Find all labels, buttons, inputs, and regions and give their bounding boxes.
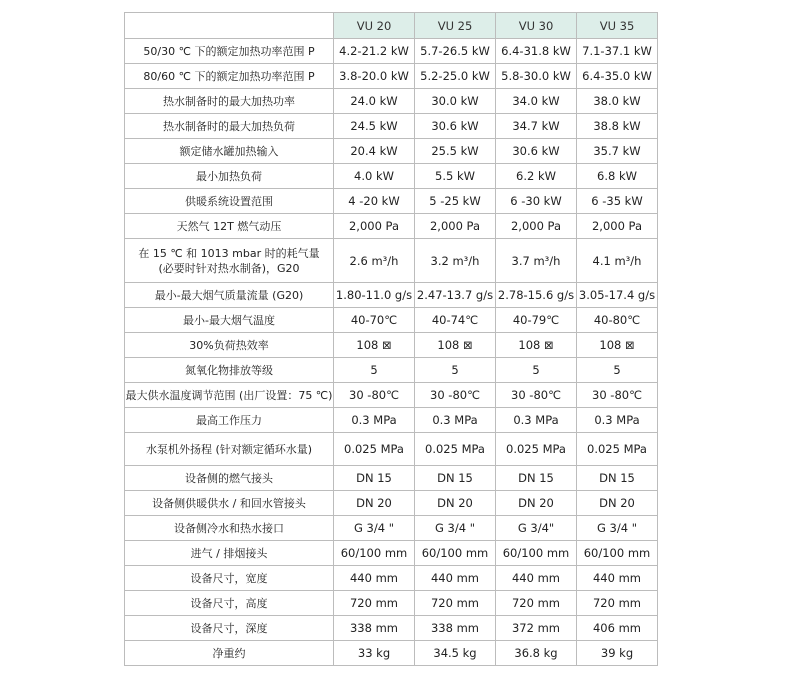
cell-vu30: 34.7 kW xyxy=(496,114,577,139)
spec-table-body xyxy=(125,39,658,666)
cell-vu30: 36.8 kg xyxy=(496,641,577,666)
cell-vu35: DN 20 xyxy=(577,491,658,516)
cell-vu30: 6.4-31.8 kW xyxy=(496,39,577,64)
cell-vu20: 30 -80℃ xyxy=(334,383,415,408)
cell-vu35: 4.1 m³/h xyxy=(577,239,658,283)
cell-vu30: 34.0 kW xyxy=(496,89,577,114)
cell-vu25: 0.3 MPa xyxy=(415,408,496,433)
cell-vu35: 5 xyxy=(577,358,658,383)
table-row xyxy=(125,214,658,239)
cell-vu35: 40-80℃ xyxy=(577,308,658,333)
cell-vu20: 24.5 kW xyxy=(334,114,415,139)
cell-vu35: G 3/4 " xyxy=(577,516,658,541)
table-row xyxy=(125,383,658,408)
cell-vu20: DN 15 xyxy=(334,466,415,491)
cell-vu35: 2,000 Pa xyxy=(577,214,658,239)
table-row xyxy=(125,114,658,139)
cell-vu25: 720 mm xyxy=(415,591,496,616)
cell-vu20: 5 xyxy=(334,358,415,383)
cell-vu20: 2,000 Pa xyxy=(334,214,415,239)
cell-vu20: G 3/4 " xyxy=(334,516,415,541)
cell-vu20: 33 kg xyxy=(334,641,415,666)
cell-vu20: 440 mm xyxy=(334,566,415,591)
cell-vu20: 1.80-11.0 g/s xyxy=(334,283,415,308)
cell-vu35: 38.8 kW xyxy=(577,114,658,139)
column-header-vu20: VU 20 xyxy=(334,13,415,39)
table-row xyxy=(125,516,658,541)
cell-vu20: 108 ⊠ xyxy=(334,333,415,358)
row-label: 净重约 xyxy=(125,641,334,666)
row-label: 设备尺寸，深度 xyxy=(125,616,334,641)
cell-vu35: 6 -35 kW xyxy=(577,189,658,214)
table-row xyxy=(125,64,658,89)
cell-vu25: 30.6 kW xyxy=(415,114,496,139)
cell-vu20: 20.4 kW xyxy=(334,139,415,164)
cell-vu35: 38.0 kW xyxy=(577,89,658,114)
cell-vu20: 3.8-20.0 kW xyxy=(334,64,415,89)
table-row xyxy=(125,433,658,466)
cell-vu35: 6.8 kW xyxy=(577,164,658,189)
cell-vu30: 6 -30 kW xyxy=(496,189,577,214)
cell-vu30: 372 mm xyxy=(496,616,577,641)
table-row xyxy=(125,408,658,433)
row-label: 最高工作压力 xyxy=(125,408,334,433)
row-label: 设备尺寸，高度 xyxy=(125,591,334,616)
cell-vu25: 2.47-13.7 g/s xyxy=(415,283,496,308)
row-label: 供暖系统设置范围 xyxy=(125,189,334,214)
cell-vu20: 0.025 MPa xyxy=(334,433,415,466)
cell-vu30: 3.7 m³/h xyxy=(496,239,577,283)
cell-vu30: DN 15 xyxy=(496,466,577,491)
cell-vu25: DN 20 xyxy=(415,491,496,516)
cell-vu20: 338 mm xyxy=(334,616,415,641)
cell-vu25: 40-74℃ xyxy=(415,308,496,333)
row-label: 最小-最大烟气温度 xyxy=(125,308,334,333)
table-row xyxy=(125,39,658,64)
cell-vu25: 60/100 mm xyxy=(415,541,496,566)
cell-vu30: 5.8-30.0 kW xyxy=(496,64,577,89)
cell-vu20: 60/100 mm xyxy=(334,541,415,566)
table-row xyxy=(125,566,658,591)
row-label: 进气 / 排烟接头 xyxy=(125,541,334,566)
table-row xyxy=(125,189,658,214)
cell-vu25: 3.2 m³/h xyxy=(415,239,496,283)
cell-vu30: G 3/4" xyxy=(496,516,577,541)
row-label: 设备侧的燃气接头 xyxy=(125,466,334,491)
cell-vu20: 4.2-21.2 kW xyxy=(334,39,415,64)
cell-vu25: 2,000 Pa xyxy=(415,214,496,239)
cell-vu25: DN 15 xyxy=(415,466,496,491)
table-row xyxy=(125,541,658,566)
table-row xyxy=(125,358,658,383)
table-row xyxy=(125,239,658,283)
cell-vu25: 5 -25 kW xyxy=(415,189,496,214)
spec-table xyxy=(124,12,658,666)
cell-vu25: 0.025 MPa xyxy=(415,433,496,466)
row-label: 30%负荷热效率 xyxy=(125,333,334,358)
row-label: 最小-最大烟气质量流量 (G20) xyxy=(125,283,334,308)
cell-vu35: 0.3 MPa xyxy=(577,408,658,433)
cell-vu25: 25.5 kW xyxy=(415,139,496,164)
table-row xyxy=(125,333,658,358)
row-label: 最大供水温度调节范围 (出厂设置：75 ℃) xyxy=(125,383,334,408)
cell-vu25: 5.2-25.0 kW xyxy=(415,64,496,89)
cell-vu20: 40-70℃ xyxy=(334,308,415,333)
cell-vu20: 4 -20 kW xyxy=(334,189,415,214)
cell-vu35: 0.025 MPa xyxy=(577,433,658,466)
row-label: 设备尺寸，宽度 xyxy=(125,566,334,591)
table-row xyxy=(125,616,658,641)
row-label: 最小加热负荷 xyxy=(125,164,334,189)
row-label: 热水制备时的最大加热负荷 xyxy=(125,114,334,139)
row-label: 设备侧供暖供水 / 和回水管接头 xyxy=(125,491,334,516)
cell-vu25: 34.5 kg xyxy=(415,641,496,666)
cell-vu25: 5.7-26.5 kW xyxy=(415,39,496,64)
cell-vu30: 30 -80℃ xyxy=(496,383,577,408)
cell-vu35: 406 mm xyxy=(577,616,658,641)
cell-vu25: 338 mm xyxy=(415,616,496,641)
cell-vu35: 6.4-35.0 kW xyxy=(577,64,658,89)
row-label: 氮氧化物排放等级 xyxy=(125,358,334,383)
cell-vu35: 7.1-37.1 kW xyxy=(577,39,658,64)
cell-vu25: 5.5 kW xyxy=(415,164,496,189)
table-row xyxy=(125,466,658,491)
cell-vu30: 108 ⊠ xyxy=(496,333,577,358)
table-row xyxy=(125,283,658,308)
cell-vu30: DN 20 xyxy=(496,491,577,516)
table-row xyxy=(125,491,658,516)
cell-vu30: 2,000 Pa xyxy=(496,214,577,239)
cell-vu30: 2.78-15.6 g/s xyxy=(496,283,577,308)
cell-vu35: 720 mm xyxy=(577,591,658,616)
cell-vu25: 5 xyxy=(415,358,496,383)
row-label: 热水制备时的最大加热功率 xyxy=(125,89,334,114)
cell-vu35: DN 15 xyxy=(577,466,658,491)
cell-vu35: 35.7 kW xyxy=(577,139,658,164)
cell-vu30: 6.2 kW xyxy=(496,164,577,189)
cell-vu20: DN 20 xyxy=(334,491,415,516)
cell-vu35: 3.05-17.4 g/s xyxy=(577,283,658,308)
cell-vu30: 30.6 kW xyxy=(496,139,577,164)
cell-vu30: 0.3 MPa xyxy=(496,408,577,433)
cell-vu20: 4.0 kW xyxy=(334,164,415,189)
row-label: 80/60 ℃ 下的额定加热功率范围 P xyxy=(125,64,334,89)
column-header-vu35: VU 35 xyxy=(577,13,658,39)
cell-vu35: 30 -80℃ xyxy=(577,383,658,408)
cell-vu35: 108 ⊠ xyxy=(577,333,658,358)
cell-vu35: 440 mm xyxy=(577,566,658,591)
cell-vu20: 0.3 MPa xyxy=(334,408,415,433)
cell-vu30: 720 mm xyxy=(496,591,577,616)
cell-vu20: 24.0 kW xyxy=(334,89,415,114)
cell-vu25: 108 ⊠ xyxy=(415,333,496,358)
cell-vu30: 40-79℃ xyxy=(496,308,577,333)
cell-vu25: G 3/4 " xyxy=(415,516,496,541)
header-corner-cell xyxy=(125,13,334,39)
table-row xyxy=(125,308,658,333)
cell-vu25: 440 mm xyxy=(415,566,496,591)
cell-vu30: 60/100 mm xyxy=(496,541,577,566)
cell-vu35: 39 kg xyxy=(577,641,658,666)
row-label: 天然气 12T 燃气动压 xyxy=(125,214,334,239)
row-label: 水泵机外扬程 (针对额定循环水量) xyxy=(125,433,334,466)
cell-vu25: 30.0 kW xyxy=(415,89,496,114)
table-row xyxy=(125,641,658,666)
cell-vu20: 2.6 m³/h xyxy=(334,239,415,283)
row-label: 50/30 ℃ 下的额定加热功率范围 P xyxy=(125,39,334,64)
row-label: 设备侧冷水和热水接口 xyxy=(125,516,334,541)
column-header-vu30: VU 30 xyxy=(496,13,577,39)
cell-vu25: 30 -80℃ xyxy=(415,383,496,408)
table-row xyxy=(125,591,658,616)
cell-vu30: 0.025 MPa xyxy=(496,433,577,466)
cell-vu20: 720 mm xyxy=(334,591,415,616)
row-label: 在 15 ℃ 和 1013 mbar 时的耗气量 (必要时针对热水制备)，G20 xyxy=(125,239,334,283)
table-row xyxy=(125,139,658,164)
column-header-vu25: VU 25 xyxy=(415,13,496,39)
cell-vu30: 440 mm xyxy=(496,566,577,591)
table-row xyxy=(125,164,658,189)
cell-vu35: 60/100 mm xyxy=(577,541,658,566)
cell-vu30: 5 xyxy=(496,358,577,383)
row-label: 额定储水罐加热输入 xyxy=(125,139,334,164)
table-row xyxy=(125,89,658,114)
header-row xyxy=(125,13,658,39)
